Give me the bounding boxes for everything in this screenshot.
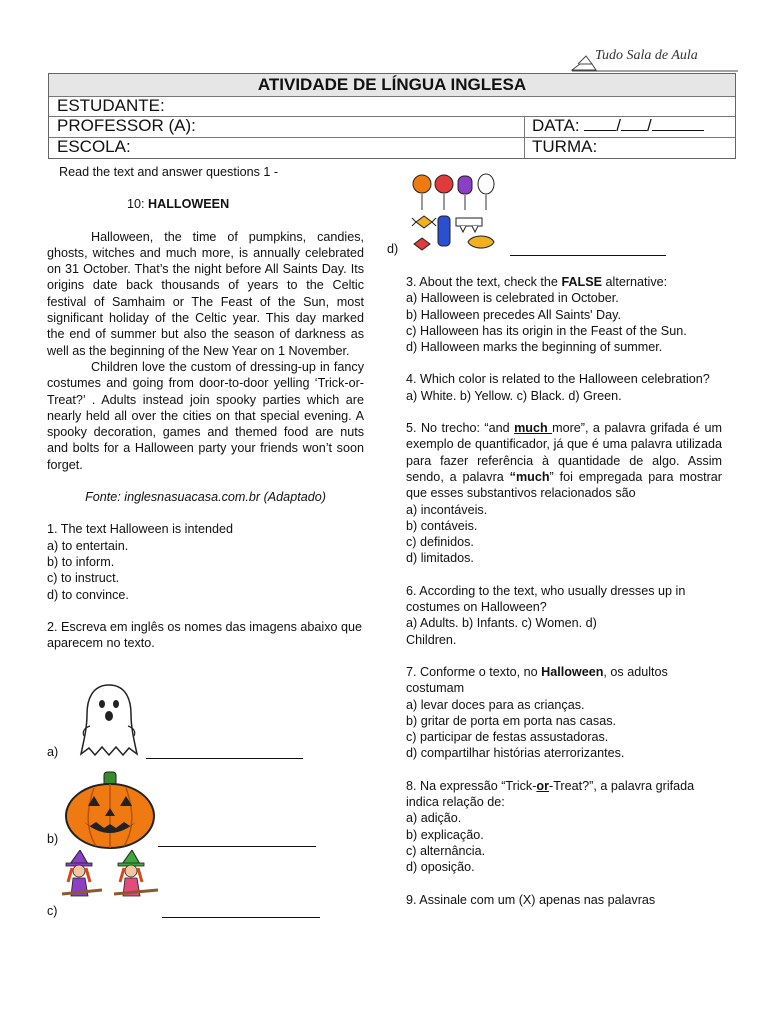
candies-icon <box>410 172 502 256</box>
q5-option-c: c) definidos. <box>406 535 474 550</box>
q8-option-c: c) alternância. <box>406 843 486 858</box>
question-2: 2. Escreva em inglês os nomes das imagens abaixo que aparecem no texto. <box>47 619 363 651</box>
ghost-icon <box>78 682 140 758</box>
q3-option-b: b) Halloween precedes All Saints' Day. <box>406 307 621 322</box>
left-column <box>47 164 364 651</box>
q3-option-d: d) Halloween marks the beginning of summer. <box>406 340 663 355</box>
answer-line-d[interactable] <box>510 255 666 256</box>
question-3: 3. About the text, check the FALSE alternative: <box>406 275 668 289</box>
label-a: a) <box>47 745 59 759</box>
question-4: 4. Which color is related to the Halloween celebration? <box>406 372 710 387</box>
answer-line-b[interactable] <box>158 846 316 847</box>
turma-label: TURMA: <box>532 137 598 156</box>
q3-option-a: a) Halloween is celebrated in October. <box>406 291 619 306</box>
paragraph-2: Children love the custom of dressing-up in fancy costumes and going from door-to-door yelling ‘Trick-or-Treat?’ . Adults instead join spooky parties which are nearly held all over the cities on that special evening. A spooky decoration, games and themed food are nuts and bolts for a Halloween party your friends won’t soon forget. <box>47 359 364 472</box>
source: Fonte: inglesnasuacasa.com.br (Adaptado) <box>85 490 326 505</box>
q7-option-c: c) participar de festas assustadoras. <box>406 730 609 745</box>
answer-line-a[interactable] <box>146 758 303 759</box>
q5-option-b: b) contáveis. <box>406 518 478 533</box>
q3-option-c: c) Halloween has its origin in the Feast of the Sun. <box>406 323 687 338</box>
label-b: b) <box>47 832 59 846</box>
q5-option-d: d) limitados. <box>406 551 474 566</box>
q7-option-a: a) levar doces para as crianças. <box>406 697 585 712</box>
q1-option-c: c) to instruct. <box>47 571 120 586</box>
q1-option-a: a) to entertain. <box>47 538 129 553</box>
question-1: 1. The text Halloween is intended <box>47 522 233 537</box>
estudante-label: ESTUDANTE: <box>57 96 165 115</box>
q4-options: a) White. b) Yellow. c) Black. d) Green. <box>406 388 622 403</box>
q7-option-d: d) compartilhar histórias aterrorizantes. <box>406 746 625 761</box>
q5-option-a: a) incontáveis. <box>406 502 488 517</box>
escola-label: ESCOLA: <box>57 137 131 156</box>
professor-label: PROFESSOR (A): <box>57 116 196 135</box>
q6-options-cont: Children. <box>406 632 457 647</box>
right-column <box>406 274 722 908</box>
data-field: DATA: / / <box>532 116 704 136</box>
logo-text: Tudo Sala de Aula <box>595 48 698 63</box>
q8-option-b: b) explicação. <box>406 827 484 842</box>
answer-line-c[interactable] <box>162 917 320 918</box>
question-8: 8. Na expressão “Trick-or-Treat?”, a palavra grifada indica relação de: <box>406 778 695 810</box>
text-title: 10: HALLOWEEN <box>127 197 230 212</box>
q1-option-d: d) to convince. <box>47 587 129 602</box>
paragraph-1: Halloween, the time of pumpkins, candies, ghosts, witches and much more, is annually celebrated on 31 October. That’s the night before All Saints Day. Its origins date back thousands of years to the Celtic festival of Samhaim or The Feast of the Sun, most significant holiday of the Celtic year. This day marked the end of summer but also the season of darkness as well as the beginning of the New Year on 1 November. <box>47 229 364 358</box>
q8-option-d: d) oposição. <box>406 860 475 875</box>
page-title: ATIVIDADE DE LÍNGUA INGLESA <box>49 74 735 96</box>
question-7: 7. Conforme o texto, no Halloween, os adultos costumam <box>406 664 668 696</box>
pumpkin-icon <box>64 770 156 850</box>
question-6: 6. According to the text, who usually dresses up in costumes on Halloween? <box>406 583 686 615</box>
header-table <box>48 73 736 159</box>
q1-option-b: b) to inform. <box>47 554 115 569</box>
q7-option-b: b) gritar de porta em porta nas casas. <box>406 713 616 728</box>
label-c: c) <box>47 904 58 918</box>
witches-icon <box>62 850 160 910</box>
question-9: 9. Assinale com um (X) apenas nas palavras <box>406 892 656 907</box>
question-5: 5. No trecho: “and much more”, a palavra grifada é um exemplo de quantificador, já que é uma palavra utilizada para fazer referência à quantidade de algo. Assim sendo, a palavra “much” foi empregada para mostrar que esses substantivos relacionados são <box>406 421 723 501</box>
label-d: d) <box>387 242 399 256</box>
q8-option-a: a) adição. <box>406 811 462 826</box>
intro-line: Read the text and answer questions 1 - <box>59 165 279 179</box>
q6-options: a) Adults. b) Infants. c) Women. d) <box>406 616 597 631</box>
